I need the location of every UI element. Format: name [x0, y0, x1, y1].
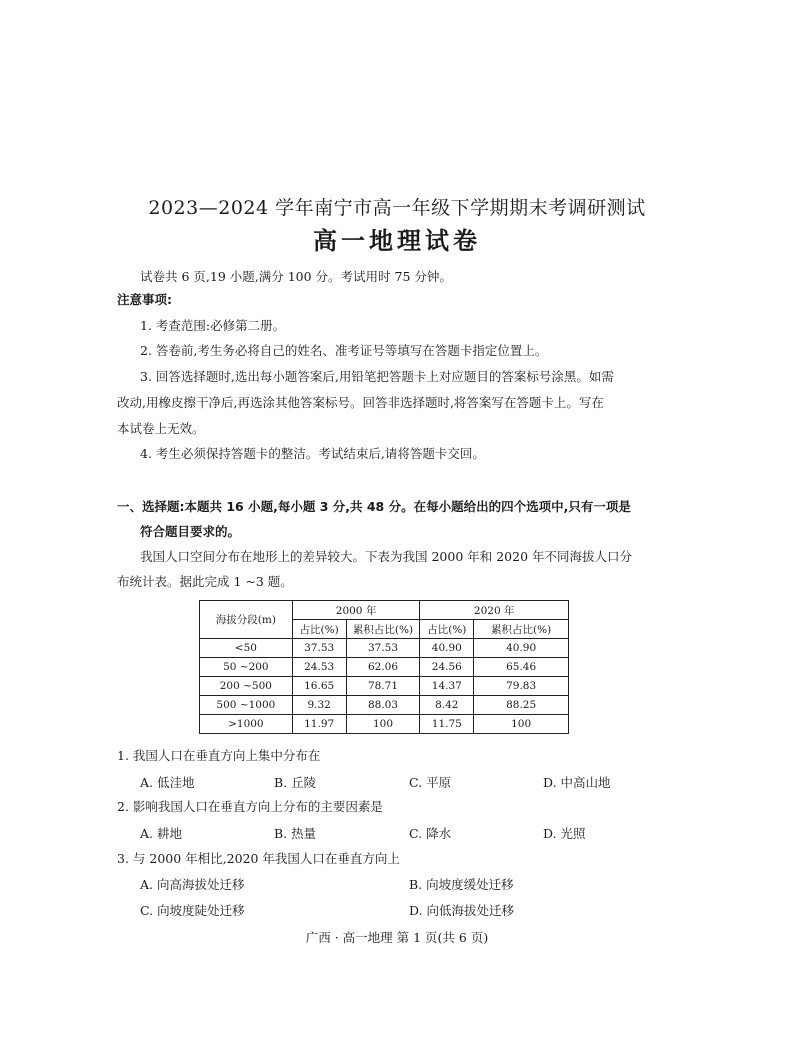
subheader-cumulative: 累积占比(%): [346, 620, 420, 639]
question-3-option-a: A. 向高海拔处迁移: [140, 877, 245, 892]
note-3-line-1: 3. 回答选择题时,选出每小题答案后,用铅笔把答题卡上对应题目的答案标号涂黑。如需: [140, 369, 614, 384]
subheader-cumulative: 累积占比(%): [474, 620, 569, 639]
header-year-2020: 2020 年: [420, 601, 569, 620]
note-1: 1. 考查范围:必修第二册。: [140, 318, 286, 333]
cell-value: 88.03: [346, 696, 420, 715]
question-1-stem: 1. 我国人口在垂直方向上集中分布在: [117, 748, 321, 763]
question-1-option-d: D. 中高山地: [543, 775, 611, 790]
cell-value: 24.56: [420, 658, 474, 677]
note-3-line-3: 本试卷上无效。: [117, 421, 205, 436]
question-1-option-a: A. 低洼地: [140, 775, 195, 790]
cell-value: 79.83: [474, 677, 569, 696]
cell-value: 37.53: [292, 639, 346, 658]
cell-value: 14.37: [420, 677, 474, 696]
question-1-option-b: B. 丘陵: [274, 775, 317, 790]
cell-value: 40.90: [474, 639, 569, 658]
cell-value: 88.25: [474, 696, 569, 715]
question-2-option-b: B. 热量: [274, 826, 317, 841]
question-2-option-c: C. 降水: [409, 826, 452, 841]
cell-value: 37.53: [346, 639, 420, 658]
question-2-stem: 2. 影响我国人口在垂直方向上分布的主要因素是: [117, 799, 383, 814]
table-row: [200, 677, 569, 696]
cell-value: 78.71: [346, 677, 420, 696]
subheader-ratio: 占比(%): [420, 620, 474, 639]
material-line-1: 我国人口空间分布在地形上的差异较大。下表为我国 2000 年和 2020 年不同海拔人口分: [140, 549, 633, 564]
table-header-row: [200, 601, 569, 620]
cell-altitude: 50 ~200: [200, 658, 293, 677]
cell-altitude: 200 ~500: [200, 677, 293, 696]
population-altitude-table: [199, 600, 569, 734]
cell-altitude: 500 ~1000: [200, 696, 293, 715]
cell-value: 100: [474, 715, 569, 734]
header-year-2000: 2000 年: [292, 601, 420, 620]
note-4: 4. 考生必须保持答题卡的整洁。考试结束后,请将答题卡交回。: [140, 446, 485, 461]
note-2: 2. 答卷前,考生务必将自己的姓名、准考证号等填写在答题卡指定位置上。: [140, 343, 548, 358]
cell-value: 24.53: [292, 658, 346, 677]
material-line-2: 布统计表。据此完成 1 ~3 题。: [117, 574, 293, 589]
exam-subtitle: 高一地理试卷: [313, 227, 481, 255]
cell-value: 8.42: [420, 696, 474, 715]
question-1-option-c: C. 平原: [409, 775, 452, 790]
table-row: [200, 696, 569, 715]
question-2-option-a: A. 耕地: [140, 826, 182, 841]
exam-intro: 试卷共 6 页,19 小题,满分 100 分。考试用时 75 分钟。: [140, 269, 452, 284]
cell-value: 11.75: [420, 715, 474, 734]
cell-value: 16.65: [292, 677, 346, 696]
note-3-line-2: 改动,用橡皮擦干净后,再选涂其他答案标号。回答非选择题时,将答案写在答题卡上。写在: [117, 395, 604, 410]
question-3-option-d: D. 向低海拔处迁移: [409, 903, 515, 918]
subheader-ratio: 占比(%): [292, 620, 346, 639]
cell-value: 11.97: [292, 715, 346, 734]
cell-value: 40.90: [420, 639, 474, 658]
question-2-option-d: D. 光照: [543, 826, 586, 841]
cell-altitude: >1000: [200, 715, 293, 734]
header-altitude: 海拔分段(m): [200, 601, 293, 639]
table-row: [200, 639, 569, 658]
section-heading-line-2: 符合题目要求的。: [140, 524, 241, 539]
exam-title: 2023—2024 学年南宁市高一年级下学期期末考调研测试: [148, 197, 646, 219]
cell-value: 62.06: [346, 658, 420, 677]
cell-value: 65.46: [474, 658, 569, 677]
section-heading-line-1: 一、选择题:本题共 16 小题,每小题 3 分,共 48 分。在每小题给出的四个选项中,只有一项是: [117, 499, 631, 514]
table-row: [200, 715, 569, 734]
question-3-stem: 3. 与 2000 年相比,2020 年我国人口在垂直方向上: [117, 851, 400, 866]
question-3-option-b: B. 向坡度缓处迁移: [409, 877, 514, 892]
page-footer: 广西 · 高一地理 第 1 页(共 6 页): [305, 930, 489, 945]
table-row: [200, 658, 569, 677]
notes-heading: 注意事项:: [117, 292, 172, 307]
question-3-option-c: C. 向坡度陡处迁移: [140, 903, 245, 918]
cell-altitude: <50: [200, 639, 293, 658]
cell-value: 100: [346, 715, 420, 734]
cell-value: 9.32: [292, 696, 346, 715]
